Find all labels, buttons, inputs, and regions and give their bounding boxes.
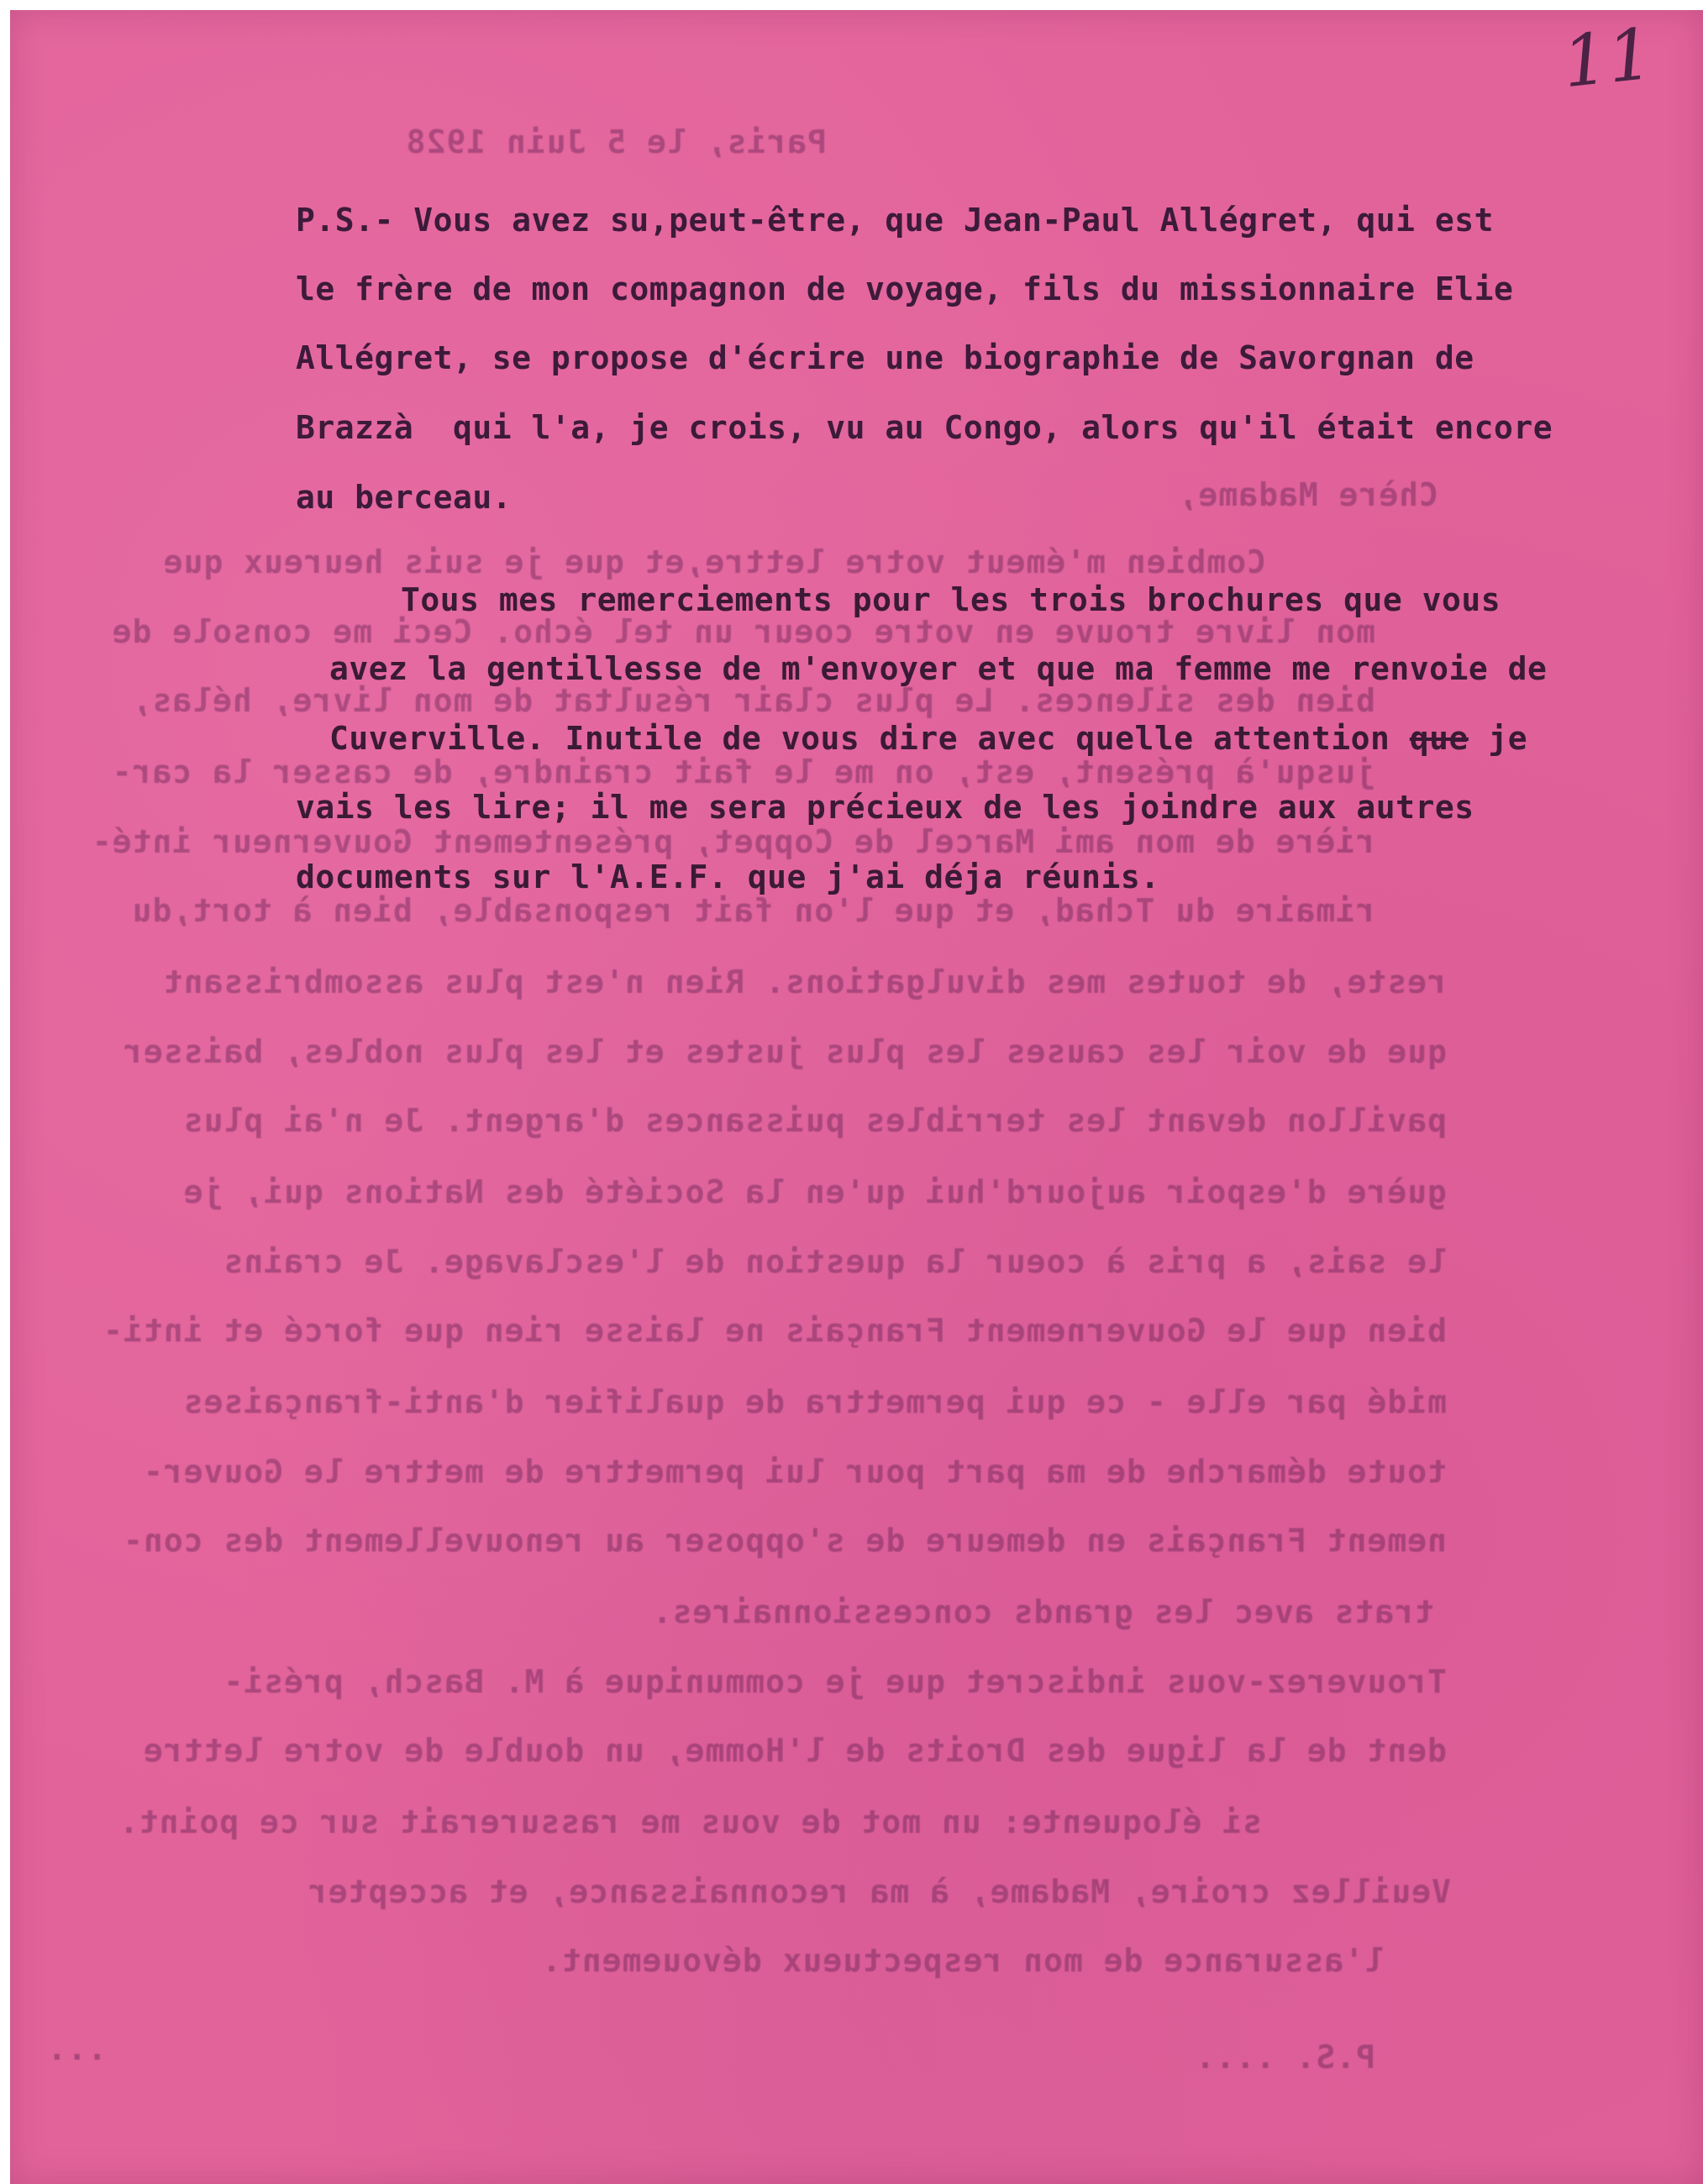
thanks-line-text: Cuverville. Inutile de vous dire avec quelle attention (329, 720, 1410, 757)
struck-word: que (1409, 720, 1469, 757)
show-through-line: l'assurance de mon respectueux dévouement. (541, 1942, 1384, 1979)
show-through-line: guère d'espoir aujourd'hui qu'en la Société des Nations qui, je (182, 1173, 1447, 1210)
show-through-line: rière de mon ami Marcel de Coppet, présentement Gouverneur inté- (91, 823, 1375, 860)
thanks-line-tail: je (1468, 720, 1528, 757)
show-through-line: jusqu'à présent, est, on me le fait craindre, de casser la car- (111, 753, 1375, 790)
front-text (10, 10, 1703, 2184)
show-through-line: Trouverez-vous indiscret que je communique à M. Basch, prési- (223, 1663, 1447, 1700)
postscript-line: Allégret, se propose d'écrire une biographie de Savorgnan de (296, 339, 1474, 376)
show-through-line: midé par elle - ce qui permettra de qualifier d'anti-françaises (182, 1383, 1447, 1420)
postscript-line: Brazzà qui l'a, je crois, vu au Congo, alors qu'il était encore (296, 409, 1553, 446)
show-through-ps: P.S. .... (1195, 2039, 1375, 2076)
show-through-line: trats avec les grands concessionnaires. (651, 1593, 1434, 1630)
show-through-line: mon livre trouve en votre coeur un tel écho. Ceci me console de (111, 613, 1375, 650)
show-through-ellipsis: ... (46, 2030, 107, 2067)
thanks-line: documents sur l'A.E.F. que j'ai déja réunis. (296, 858, 1160, 895)
show-through-line: Combien m'émeut votre lettre,et que je suis heureux que (162, 543, 1266, 580)
postscript-line: P.S.- Vous avez su,peut-être, que Jean-Paul Allégret, qui est (296, 202, 1495, 239)
show-through-line: bien que le Gouvernement Français ne laisse rien que forcé et inti- (102, 1312, 1447, 1349)
thanks-line (329, 720, 1527, 757)
postscript-line: au berceau. (296, 479, 512, 516)
thanks-line: avez la gentillesse de m'envoyer et que ma femme me renvoie de (329, 650, 1548, 687)
letter-page (10, 10, 1703, 2184)
show-through-line: toute démarche de ma part pour lui permettre de mettre le Gouver- (142, 1453, 1447, 1490)
show-through-date: Paris, le 5 Juin 1928 (405, 123, 827, 160)
thanks-line: vais les lire; il me sera précieux de les joindre aux autres (296, 789, 1474, 826)
show-through-salutation: Chère Madame, (1177, 476, 1438, 513)
show-through-line: le sais, a pris à coeur la question de l'esclavage. Je crains (223, 1243, 1447, 1280)
show-through-line: bien des silences. Le plus clair résultat de mon livre, hélas, (131, 682, 1375, 719)
show-through-line: si éloquente: un mot de vous me rassurerait sur ce point. (118, 1803, 1262, 1840)
show-through-line: nement Français en demeure de s'opposer au renouvellement des con- (123, 1522, 1447, 1559)
folio-number: 11 (1558, 12, 1657, 104)
show-through-line: que de voir les causes les plus justes et les plus nobles, baisser (123, 1033, 1447, 1070)
show-through-line: dent de la ligue des Droits de l'Homme, un double de votre lettre (142, 1732, 1447, 1769)
postscript-line: le frère de mon compagnon de voyage, fils du missionnaire Elie (296, 270, 1514, 307)
show-through-line: pavillon devant les terribles puissances d'argent. Je n'ai plus (182, 1102, 1447, 1139)
show-through-line: reste, de toutes mes divulgations. Rien n'est plus assombrissant (162, 963, 1447, 1000)
thanks-line: Tous mes remerciements pour les trois brochures que vous (401, 581, 1501, 618)
show-through-line: Veuillez croire, Madame, à ma reconnaissance, et accepter (307, 1873, 1451, 1910)
show-through-line: rimaire du Tchad, et que l'on fait responsable, bien à tort,du (131, 892, 1375, 929)
